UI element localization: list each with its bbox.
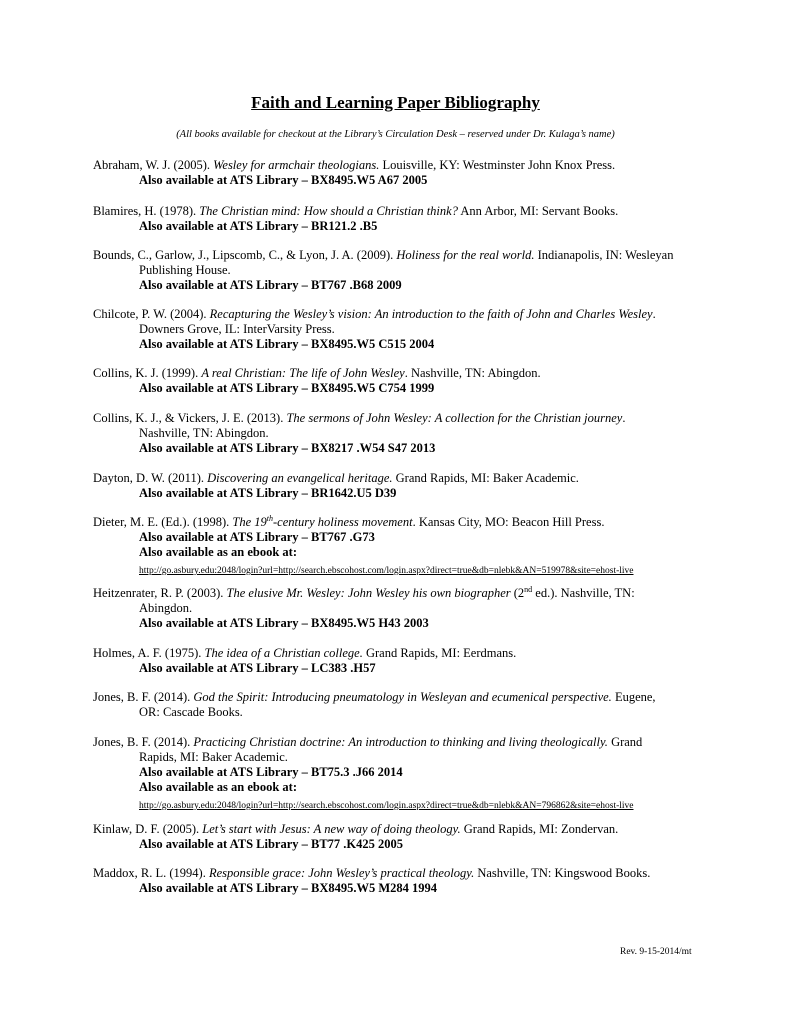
ats-library-callnumber: Also available at ATS Library – BT75.3 .J66 2014	[139, 765, 403, 779]
bibliography-entry	[93, 866, 713, 896]
ats-library-callnumber: Also available at ATS Library – LC383 .H57	[139, 661, 376, 675]
book-title: The 19th-century holiness movement	[232, 513, 413, 529]
ats-library-callnumber: Also available at ATS Library – BT767 .G73	[139, 530, 375, 544]
citation-publisher: Grand Rapids, MI: Baker Academic.	[392, 471, 579, 485]
citation-author-year: Collins, K. J. (1999).	[93, 366, 202, 380]
ats-library-callnumber: Also available at ATS Library – BT767 .B68 2009	[139, 278, 402, 292]
citation-author-year: Kinlaw, D. F. (2005).	[93, 822, 203, 836]
ats-library-callnumber: Also available at ATS Library – BX8495.W5 A67 2005	[139, 173, 428, 187]
citation-publisher: Grand	[607, 735, 643, 749]
citation-publisher: Ann Arbor, MI: Servant Books.	[457, 204, 619, 218]
book-title: Holiness for the real world.	[396, 248, 535, 262]
bibliography-entry	[93, 646, 713, 676]
citation-publisher: Louisville, KY: Westminster John Knox Press.	[379, 158, 616, 172]
citation-author-year: Collins, K. J., & Vickers, J. E. (2013).	[93, 411, 287, 425]
citation-author-year: Dayton, D. W. (2011).	[93, 471, 208, 485]
bibliography-entry	[93, 515, 713, 578]
citation-publisher: (2nd ed.). Nashville, TN:	[510, 584, 635, 600]
ats-library-callnumber: Also available at ATS Library – BX8495.W5 C515 2004	[139, 337, 435, 351]
bibliography-entry	[93, 822, 713, 852]
citation-author-year: Holmes, A. F. (1975).	[93, 646, 205, 660]
citation-publisher: Nashville, TN: Kingswood Books.	[474, 866, 651, 880]
citation-publisher: . Nashville, TN: Abingdon.	[404, 366, 541, 380]
citation-continuation: Nashville, TN: Abingdon.	[139, 426, 269, 440]
citation-publisher: Grand Rapids, MI: Eerdmans.	[362, 646, 517, 660]
bibliography-entry	[93, 307, 713, 352]
citation-continuation: OR: Cascade Books.	[139, 705, 243, 719]
citation-author-year: Heitzenrater, R. P. (2003).	[93, 586, 227, 600]
ats-library-callnumber: Also available at ATS Library – BT77 .K425 2005	[139, 837, 404, 851]
citation-publisher: .	[622, 411, 626, 425]
bibliography-entry	[93, 735, 713, 813]
ebook-link[interactable]: http://go.asbury.edu:2048/login?url=http://search.ebscohost.com/login.aspx?direct=true&db=nlebk&AN=519978&site=ehost-live	[139, 566, 634, 576]
bibliography-entry	[93, 248, 713, 293]
page-title: Faith and Learning Paper Bibliography	[251, 93, 540, 112]
ats-library-callnumber: Also available at ATS Library – BR1642.U5 D39	[139, 486, 397, 500]
bibliography-entry	[93, 411, 713, 456]
citation-continuation: Abingdon.	[139, 601, 193, 615]
book-title: Wesley for armchair theologians.	[213, 158, 380, 172]
citation-author-year: Bounds, C., Garlow, J., Lipscomb, C., & Lyon, J. A. (2009).	[93, 248, 397, 262]
book-title: Recapturing the Wesley’s vision: An introduction to the faith of John and Charles Wesley	[209, 307, 653, 321]
citation-publisher: Indianapolis, IN: Wesleyan	[534, 248, 674, 262]
bibliography-entry	[93, 586, 713, 631]
citation-author-year: Abraham, W. J. (2005).	[93, 158, 214, 172]
ats-library-callnumber: Also available at ATS Library – BX8495.W5 C754 1999	[139, 381, 435, 395]
citation-author-year: Chilcote, P. W. (2004).	[93, 307, 210, 321]
citation-author-year: Jones, B. F. (2014).	[93, 690, 194, 704]
book-title: Practicing Christian doctrine: An introduction to thinking and living theologically.	[193, 735, 608, 749]
book-title: Let’s start with Jesus: A new way of doing theology.	[202, 822, 461, 836]
book-title: Discovering an evangelical heritage.	[207, 471, 393, 485]
bibliography-entry	[93, 204, 713, 234]
citation-author-year: Maddox, R. L. (1994).	[93, 866, 209, 880]
ats-library-callnumber: Also available at ATS Library – BR121.2 .B5	[139, 219, 378, 233]
ebook-link[interactable]: http://go.asbury.edu:2048/login?url=http://search.ebscohost.com/login.aspx?direct=true&db=nlebk&AN=796862&site=ehost-live	[139, 801, 634, 811]
bibliography-entry	[93, 366, 713, 396]
citation-continuation: Publishing House.	[139, 263, 231, 277]
citation-publisher: .	[652, 307, 656, 321]
book-title: The idea of a Christian college.	[204, 646, 363, 660]
citation-author-year: Dieter, M. E. (Ed.). (1998).	[93, 515, 233, 529]
bibliography-entry	[93, 158, 713, 188]
book-title: The Christian mind: How should a Christian think?	[199, 204, 458, 218]
ats-library-callnumber: Also available at ATS Library – BX8495.W5 H43 2003	[139, 616, 429, 630]
ats-library-callnumber: Also available at ATS Library – BX8217 .W54 S47 2013	[139, 441, 436, 455]
ebook-availability-label: Also available as an ebook at:	[139, 780, 298, 794]
bibliography-entry	[93, 690, 713, 720]
citation-publisher: . Kansas City, MO: Beacon Hill Press.	[412, 515, 605, 529]
citation-continuation: Downers Grove, IL: InterVarsity Press.	[139, 322, 335, 336]
citation-publisher: Grand Rapids, MI: Zondervan.	[460, 822, 619, 836]
bibliography-entry	[93, 471, 713, 501]
book-title: God the Spirit: Introducing pneumatology in Wesleyan and ecumenical perspective.	[193, 690, 612, 704]
citation-continuation: Rapids, MI: Baker Academic.	[139, 750, 288, 764]
ats-library-callnumber: Also available at ATS Library – BX8495.W5 M284 1994	[139, 881, 438, 895]
revision-footer: Rev. 9-15-2014/mt	[620, 947, 692, 957]
citation-publisher: Eugene,	[611, 690, 656, 704]
page-subtitle: (All books available for checkout at the Library’s Circulation Desk – reserved under Dr. Kulaga’s name)	[176, 129, 615, 140]
ebook-availability-label: Also available as an ebook at:	[139, 545, 298, 559]
citation-author-year: Blamires, H. (1978).	[93, 204, 200, 218]
book-title: A real Christian: The life of John Wesley	[201, 366, 405, 380]
citation-author-year: Jones, B. F. (2014).	[93, 735, 194, 749]
book-title: The elusive Mr. Wesley: John Wesley his own biographer	[226, 586, 511, 600]
book-title: The sermons of John Wesley: A collection for the Christian journey	[286, 411, 623, 425]
book-title: Responsible grace: John Wesley’s practical theology.	[208, 866, 475, 880]
